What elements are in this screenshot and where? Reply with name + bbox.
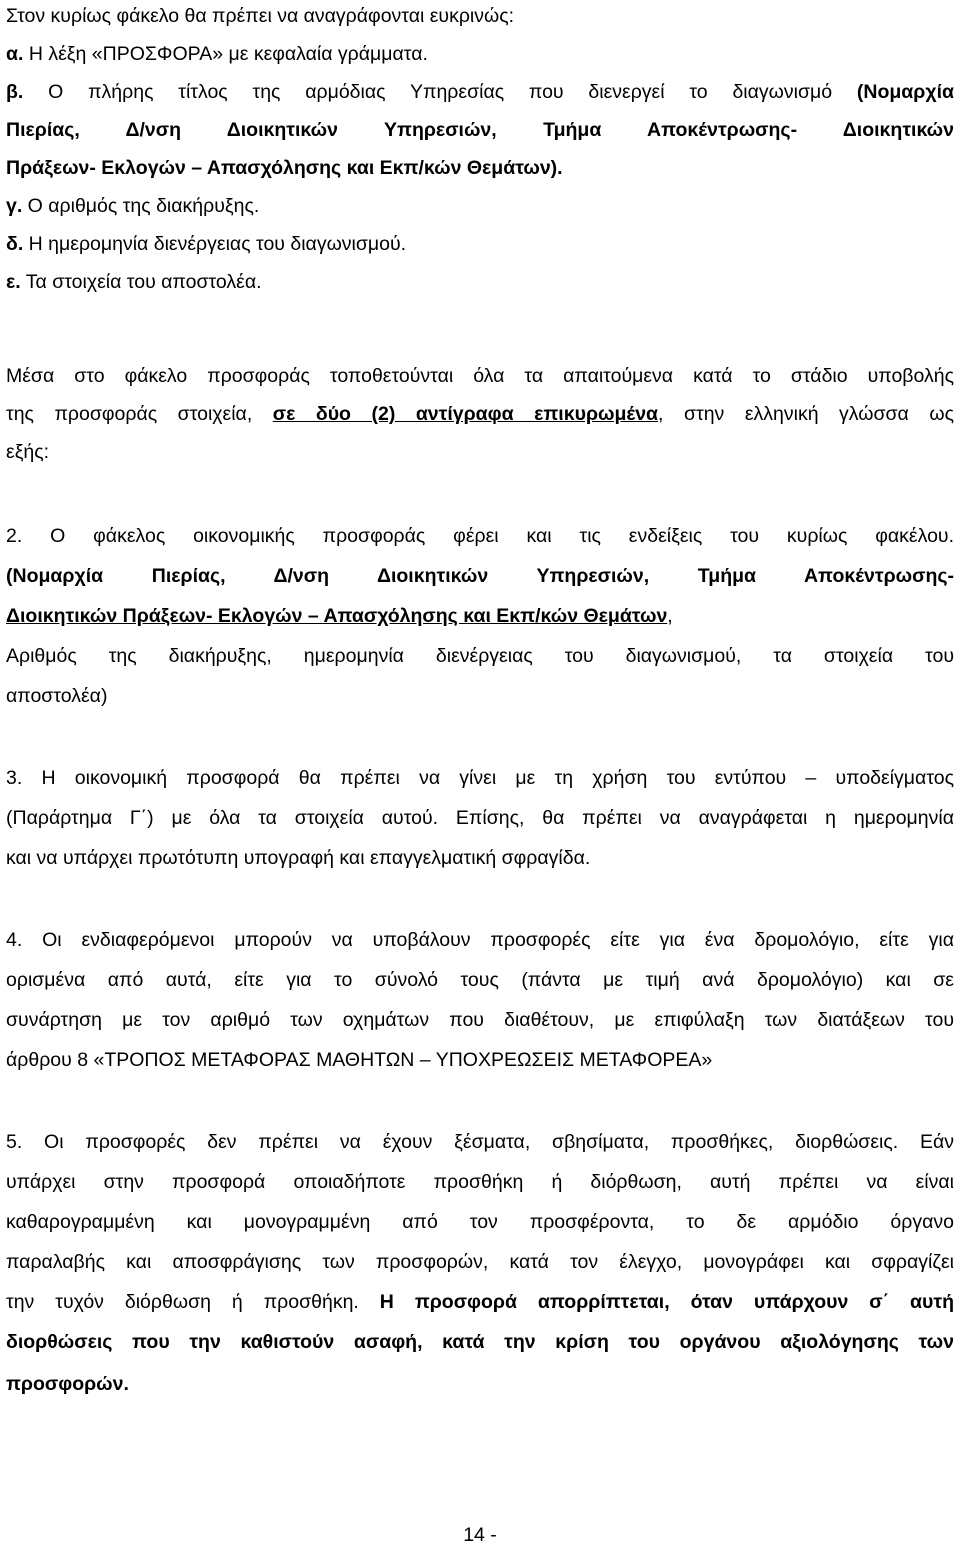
list-item-d bbox=[6, 232, 954, 256]
list-item-b-line-3: Πράξεων- Εκλογών – Απασχόλησης και Εκπ/κών Θεμάτων). bbox=[6, 157, 563, 179]
list-text-a: Η λέξη «ΠΡΟΣΦΟΡΑ» με κεφαλαία γράμματα. bbox=[23, 43, 428, 65]
item-5-line-6: διορθώσεις που την καθιστούν ασαφή, κατά την κρίση του οργάνου αξιολόγησης των bbox=[6, 1331, 954, 1353]
list-item-e bbox=[6, 270, 954, 294]
list-text-e: Τα στοιχεία του αποστολέα. bbox=[20, 271, 262, 293]
item-3-line-3: και να υπάρχει πρωτότυπη υπογραφή και επαγγελματική σφραγίδα. bbox=[6, 847, 591, 869]
list-marker-e: ε. bbox=[6, 271, 21, 293]
inner-envelope-line-2 bbox=[6, 402, 954, 426]
item-5-line-1: 5. Οι προσφορές δεν πρέπει να έχουν ξέσματα, σβησίματα, προσθήκες, διορθώσεις. Εάν bbox=[6, 1131, 954, 1153]
list-marker-b: β. bbox=[6, 81, 24, 103]
list-marker-d: δ. bbox=[6, 233, 24, 255]
page-number: 14 - bbox=[463, 1524, 497, 1546]
item-5-line-5 bbox=[6, 1290, 954, 1314]
inner-envelope-line-3: εξής: bbox=[6, 441, 50, 463]
inner-envelope-line-1: Μέσα στο φάκελο προσφοράς τοποθετούνται όλα τα απαιτούμενα κατά το στάδιο υποβολής bbox=[6, 365, 954, 387]
item-2-line-2: (Νομαρχία Πιερίας, Δ/νση Διοικητικών Υπηρεσιών, Τμήμα Αποκέντρωσης- bbox=[6, 565, 954, 587]
item-4-line-4: άρθρου 8 «ΤΡΟΠΟΣ ΜΕΤΑΦΟΡΑΣ ΜΑΘΗΤΩΝ – ΥΠΟΧΡΕΩΣΕΙΣ ΜΕΤΑΦΟΡΕΑ» bbox=[6, 1049, 713, 1071]
item-2-bold-title: Διοικητικών Πράξεων- Εκλογών – Απασχόλησης και Εκπ/κών Θεμάτων bbox=[6, 605, 668, 627]
inner-envelope-emphasis: σε δύο (2) αντίγραφα επικυρωμένα bbox=[272, 403, 659, 425]
item-2-line-5: αποστολέα) bbox=[6, 685, 108, 707]
list-marker-c: γ. bbox=[6, 195, 23, 217]
list-item-a bbox=[6, 42, 954, 66]
inner-envelope-text-before: της προσφοράς στοιχεία, bbox=[6, 403, 273, 425]
list-item-c bbox=[6, 194, 954, 218]
list-text-c: Ο αριθμός της διακήρυξης. bbox=[22, 195, 260, 217]
list-text-d: Η ημερομηνία διενέργειας του διαγωνισμού. bbox=[23, 233, 407, 255]
list-item-b-line-2: Πιερίας, Δ/νση Διοικητικών Υπηρεσιών, Τμήμα Αποκέντρωσης- Διοικητικών bbox=[6, 119, 954, 141]
item-2-line-1: 2. Ο φάκελος οικονομικής προσφοράς φέρει και τις ενδείξεις του κυρίως φακέλου. bbox=[6, 525, 954, 547]
item-3-line-1: 3. Η οικονομική προσφορά θα πρέπει να γίνει με τη χρήση του εντύπου – υποδείγματος bbox=[6, 767, 954, 789]
item-4-line-1: 4. Οι ενδιαφερόμενοι μπορούν να υποβάλουν προσφορές είτε για ένα δρομολόγιο, είτε για bbox=[6, 929, 954, 951]
item-5-line-4: παραλαβής και αποσφράγισης των προσφορών, κατά τον έλεγχο, μονογράφει και σφραγίζει bbox=[6, 1251, 954, 1273]
list-text-b-1-bold: (Νομαρχία bbox=[856, 81, 954, 103]
item-4-line-2: ορισμένα από αυτά, είτε για το σύνολό τους (πάντα με τιμή ανά δρομολόγιο) και σε bbox=[6, 969, 954, 991]
item-2-comma: , bbox=[667, 605, 673, 627]
intro-text: Στον κυρίως φάκελο θα πρέπει να αναγράφονται ευκρινώς: bbox=[6, 5, 515, 27]
item-5-line-3: καθαρογραμμένη και μονογραμμένη από τον προσφέροντα, το δε αρμόδιο όργανο bbox=[6, 1211, 954, 1233]
item-5-text-normal: την τυχόν διόρθωση ή προσθήκη. bbox=[6, 1291, 380, 1313]
item-5-line-2: υπάρχει στην προσφορά οποιαδήποτε προσθήκη ή διόρθωση, αυτή πρέπει να είναι bbox=[6, 1171, 954, 1193]
item-2-line-4: Αριθμός της διακήρυξης, ημερομηνία διενέργειας του διαγωνισμού, τα στοιχεία του bbox=[6, 645, 954, 667]
item-5-line-7: προσφορών. bbox=[6, 1373, 129, 1395]
item-2-line-3 bbox=[6, 604, 954, 628]
outer-envelope-intro bbox=[6, 4, 954, 28]
item-5-text-bold: Η προσφορά απορρίπτεται, όταν υπάρχουν σ΄ αυτή bbox=[379, 1291, 954, 1313]
list-item-b-line-1 bbox=[6, 80, 954, 104]
inner-envelope-text-after: , στην ελληνική γλώσσα ως bbox=[658, 403, 954, 425]
list-text-b-1: Ο πλήρης τίτλος της αρμόδιας Υπηρεσίας που διενεργεί το διαγωνισμό bbox=[23, 81, 857, 103]
item-4-line-3: συνάρτηση με τον αριθμό των οχημάτων που διαθέτουν, με επιφύλαξη των διατάξεων του bbox=[6, 1009, 954, 1031]
item-3-line-2: (Παράρτημα Γ΄) με όλα τα στοιχεία αυτού. Επίσης, θα πρέπει να αναγράφεται η ημερομηνία bbox=[6, 807, 954, 829]
list-marker-a: α. bbox=[6, 43, 24, 65]
